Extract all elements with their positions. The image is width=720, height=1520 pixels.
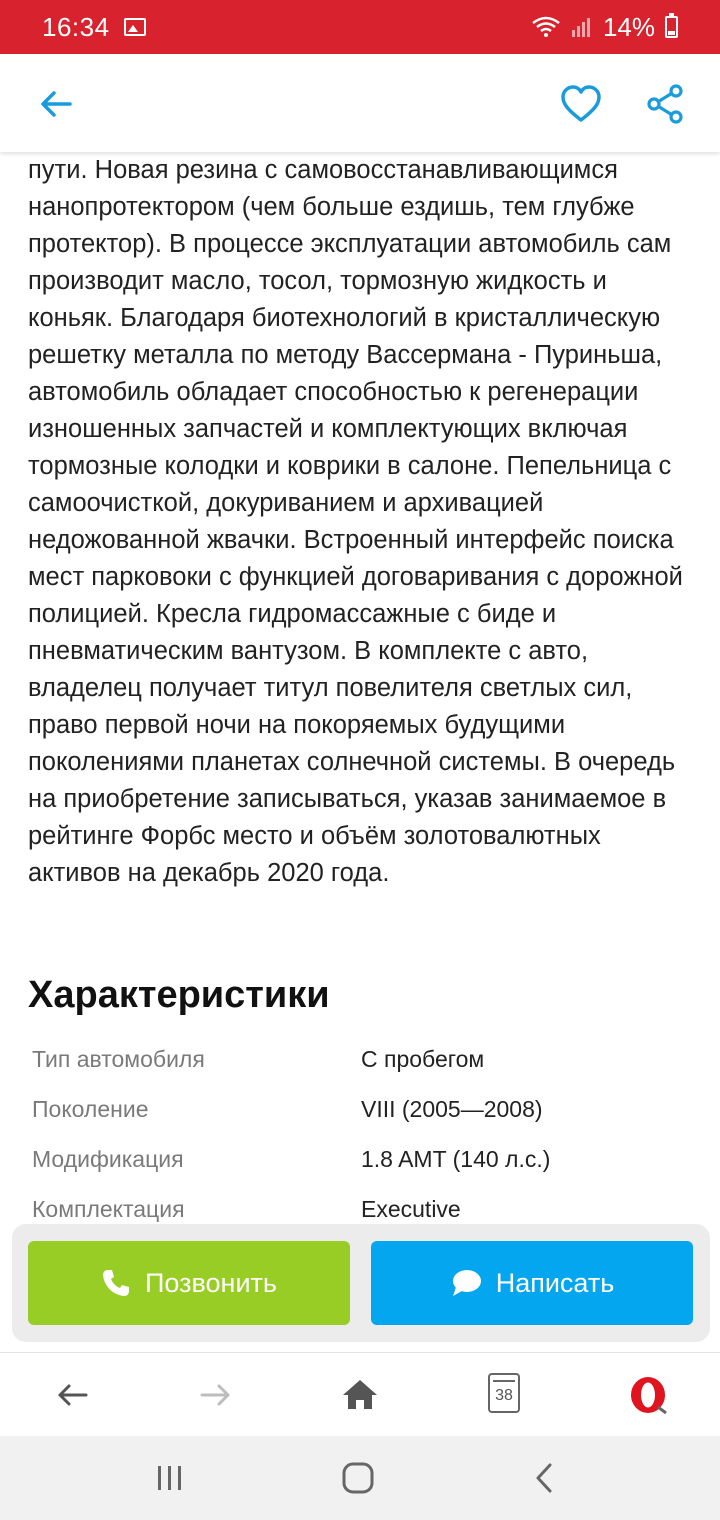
spec-value: Executive — [361, 1196, 461, 1222]
tabs-icon[interactable] — [488, 1373, 520, 1413]
call-button-label: Позвонить — [145, 1267, 277, 1298]
home-button-icon[interactable] — [340, 1462, 376, 1494]
wifi-icon — [531, 15, 561, 39]
phone-icon — [101, 1268, 131, 1298]
contact-actions — [12, 1224, 710, 1342]
opera-icon[interactable] — [628, 1375, 668, 1415]
status-bar — [0, 0, 720, 54]
back-arrow-icon[interactable] — [36, 84, 76, 124]
spec-key: Модификация — [32, 1146, 184, 1172]
forward-icon[interactable] — [196, 1375, 236, 1415]
back-button-icon[interactable] — [528, 1462, 564, 1494]
spec-row — [32, 1096, 692, 1136]
heart-icon[interactable] — [560, 84, 602, 124]
home-icon[interactable] — [340, 1375, 380, 1415]
app-header — [0, 54, 720, 152]
share-icon[interactable] — [646, 84, 684, 124]
status-time: 16:34 — [42, 11, 110, 42]
battery-percent: 14% — [602, 11, 655, 42]
spec-key: Комплектация — [32, 1196, 185, 1222]
message-button[interactable] — [371, 1241, 693, 1325]
signal-icon — [571, 16, 593, 38]
spec-key: Поколение — [32, 1096, 149, 1122]
back-icon[interactable] — [52, 1375, 92, 1415]
listing-description: пути. Новая резина с самовосстанавливающимся нанопротектором (чем больше ездишь, тем глубже протектор). В процессе эксплуатации автомобиль сам производит масло, тосол, тормозную жидкость и коньяк. Благодаря биотехнологий в кристаллическую решетку металла по методу Вассермана - Пуриньша, автомобиль обладает способностью к регенерации изношенных запчастей и комплектующих включая тормозные колодки и коврики в салоне. Пепельница с самоочисткой, докуриванием и архивацией недожованной жвачки. Встроенный интерфейс поиска мест парковоки с функцией договаривания с дорожной полицией. Кресла гидромассажные с биде и пневматическим вантузом. В комплекте с авто, владелец получает титул повелителя светлых сил, право первой ночи на покоряемых будущими поколениями планетах солнечной системы. В очередь на приобретение записываться, указав занимаемое в рейтинге Форбс место и объём золотовалютных активов на декабрь 2020 года. — [28, 156, 683, 887]
battery-icon — [665, 16, 678, 38]
spec-key: Тип автомобиля — [32, 1046, 205, 1072]
chat-bubble-icon — [450, 1268, 482, 1298]
message-button-label: Написать — [495, 1267, 615, 1298]
tabs-count: 38 — [495, 1386, 513, 1404]
call-button[interactable] — [28, 1241, 350, 1325]
spec-row — [32, 1046, 692, 1086]
status-right — [531, 12, 678, 43]
spec-row — [32, 1146, 692, 1186]
specs-title: Характеристики — [28, 974, 330, 1016]
spec-value: С пробегом — [361, 1046, 485, 1072]
spec-value: 1.8 AMT (140 л.с.) — [361, 1146, 551, 1172]
recent-apps-icon[interactable] — [152, 1462, 188, 1494]
spec-value: VIII (2005—2008) — [361, 1096, 543, 1122]
image-icon — [124, 18, 146, 36]
listing-content[interactable] — [0, 152, 720, 1352]
browser-toolbar — [0, 1352, 720, 1436]
system-nav-bar — [0, 1436, 720, 1520]
